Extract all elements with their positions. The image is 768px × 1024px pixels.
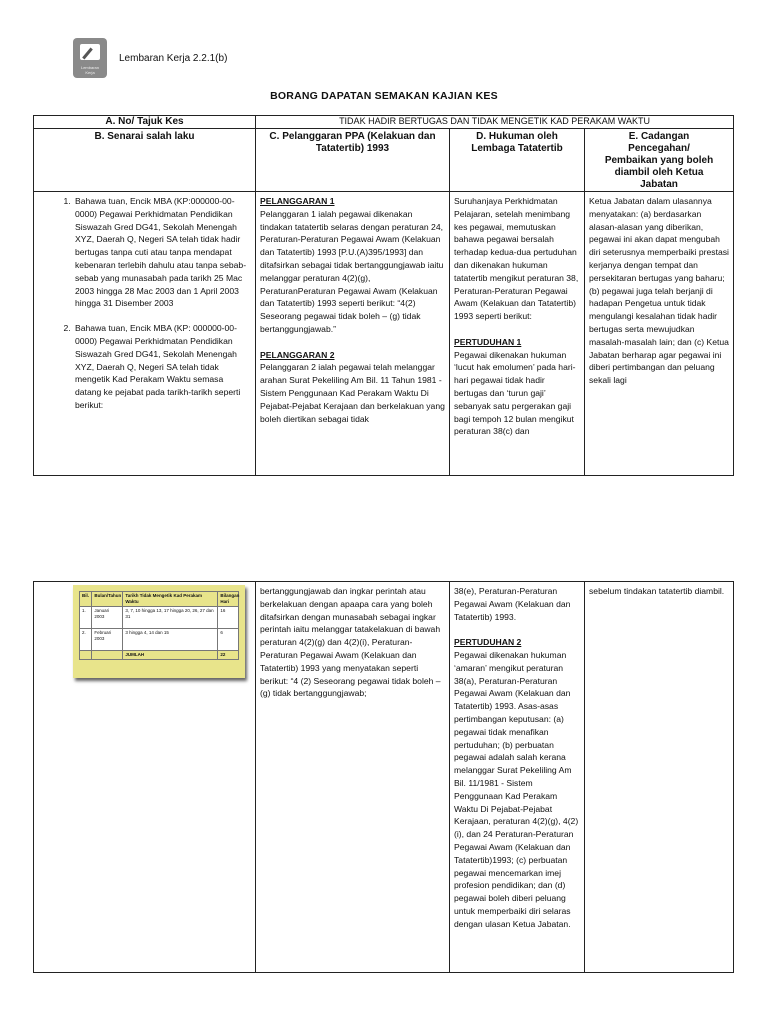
violations-cell-continued	[256, 582, 450, 973]
table-row	[80, 629, 239, 651]
mini-header-dates: Tarikh Tidak Mengetik Kad Perakam Waktu	[123, 592, 218, 607]
misconduct-item-1: 1. Bahawa tuan, Encik MBA (KP:000000-00-0000) Pegawai Perkhidmatan Pendidikan Siswazah Gred DG41, Sekolah Menengah XYZ, Daerah Q, Negeri SA telah tidak hadir bertugas tanpa cuti atau tanpa mendapat kebenaran terlebih dahulu atau tanpa sebab-sebab yang munasabah pada tarikh 25 Mac 2003 hingga 28 Mac 2003 dan 1 April 2003 hingga 31 Disember 2003	[73, 195, 251, 310]
mini-header-no: Bil.	[80, 592, 92, 607]
misconduct-item-2: 2. Bahawa tuan, Encik MBA (KP: 000000-00-0000) Pegawai Perkhidmatan Pendidikan Siswazah Gred DG41, Sekolah Menengah XYZ, Daerah Q, Negeri SA telah tidak mengetik Kad Perakam Waktu semasa datang ke pejabat pada tarikh-tarikh seperti berikut:	[73, 322, 251, 412]
violation-2-text: Pelanggaran 2 ialah pegawai telah melanggar arahan Surat Pekeliling Am Bil. 11 Tahun 1981 - Sistem Penggunaan Kad Perakam Waktu Di Pejabat-Pejabat Kerajaan dan berkelakuan yang boleh diertikan sebagai tidak	[260, 362, 445, 424]
column-a-header: A. No/ Tajuk Kes	[34, 116, 256, 129]
case-title: TIDAK HADIR BERTUGAS DAN TIDAK MENGETIK KAD PERAKAM WAKTU	[256, 116, 734, 129]
mini-total-label: JUMLAH	[123, 651, 218, 660]
mini-cell: Januari 2003	[92, 607, 123, 629]
mini-cell: 6	[218, 629, 239, 651]
attendance-mini-table	[73, 585, 245, 678]
column-b-header: B. Senarai salah laku	[34, 129, 256, 192]
mini-cell: 2.	[80, 629, 92, 651]
mini-cell: 3 hingga 4, 14 dan 15	[123, 629, 218, 651]
icon-caption: Lembaran Kerja	[80, 65, 99, 75]
mini-header-month: Bulan/Tahun	[92, 592, 123, 607]
recommendation-text-continued: sebelum tindakan tatatertib diambil.	[589, 586, 725, 596]
mini-table-header-row	[80, 592, 239, 607]
mini-total-value: 22	[218, 651, 239, 660]
worksheet-label: Lembaran Kerja 2.2.1(b)	[119, 53, 228, 64]
worksheet-icon	[73, 38, 107, 78]
punishment-cell-continued	[450, 582, 585, 973]
mini-header-days: Bilangan Hari	[218, 592, 239, 607]
punishment-intro: Suruhanjaya Perkhidmatan Pelajaran, setelah menimbang kes pegawai, memutuskan bahawa pegawai bersalah terhadap kedua-dua pertuduhan dan dikenakan hukuman tatatertib mengikut peraturan 38, Peraturan-Peraturan Pegawai Awam (Kelakuan dan Tatatertib) 1993 seperti berikut:	[454, 196, 579, 322]
charge-1-text-continued: 38(e), Peraturan-Peraturan Pegawai Awam (Kelakuan dan Tatatertib) 1993.	[454, 586, 571, 622]
charge-1-title: PERTUDUHAN 1	[454, 336, 522, 347]
column-d-header: D. Hukuman oleh Lembaga Tatatertib	[450, 129, 585, 192]
violation-1-text: Pelanggaran 1 ialah pegawai dikenakan tindakan tatatertib selaras dengan peraturan 24, Peraturan-Peraturan Pegawai Awam (Kelakuan dan Tatatertib) 1993 [P.U.(A)395/1993] dan ditafsirkan sebagai tidak bertanggungjawab iaitu melanggar peraturan 4(2)(g), PeraturanPeraturan Pegawai Awam (Kelakuan dan Tatatertib) 1993 seperti berikut: “4(2) Seseorang pegawai tidak boleh – (g) tidak bertanggungjawab.”	[260, 208, 444, 334]
mini-cell: Februari 2003	[92, 629, 123, 651]
column-c-header: C. Pelanggaran PPA (Kelakuan dan Tatatertib) 1993	[256, 129, 450, 192]
violation-1-title: PELANGGARAN 1	[260, 196, 335, 206]
charge-2-text: Pegawai dikenakan hukuman ‘amaran’ mengikut peraturan 38(a), Peraturan-Peraturan Pegawai Awam (Kelakuan dan Tatatertib) 1993. Asas-asas pertimbangan keputusan: (a) pegawai tidak menafikan pertuduhan; (b) perbuatan pegawai adalah salah kerana melanggar Surat Pekeliling Am Bil. 11/1981 - Sistem Penggunaan Kad Perakam Waktu Di Pejabat-Pejabat Kerajaan, peraturan 4(2)(g), 4(2)(i), dan 24 Peraturan-Peraturan Pegawai Awam (Kelakuan dan Tatatertib)1993; (c) perbuatan pegawai mencemarkan imej profesion pendidikan; dan (d) pegawai boleh diberi peluang untuk memperbaiki diri selaras dengan ulasan Ketua Jabatan.	[454, 649, 579, 929]
column-e-header: E. Cadangan Pencegahan/ Pembaikan yang boleh diambil oleh Ketua Jabatan	[585, 129, 734, 192]
mini-table-total-row	[80, 651, 239, 660]
charge-2-title: PERTUDUHAN 2	[454, 637, 522, 648]
mini-cell: 16	[218, 607, 239, 629]
recommendation-cell-continued	[585, 582, 734, 973]
charge-1-text: Pegawai dikenakan hukuman ‘lucut hak emolumen’ pada hari-hari pegawai tidak hadir bertugas dan ‘turun gaji’ sebanyak satu pergerakan gaji bagi tempoh 12 bulan mengikut peraturan 38(c) dan	[454, 349, 576, 437]
findings-table-part-1	[33, 115, 734, 476]
misconduct-list-cell	[34, 192, 256, 476]
punishment-cell	[450, 192, 585, 476]
misconduct-list	[38, 195, 251, 412]
table-row	[80, 607, 239, 629]
violation-2-title: PELANGGARAN 2	[260, 349, 335, 360]
recommendation-text: Ketua Jabatan dalam ulasannya menyatakan: (a) berdasarkan alasan-alasan yang diberikan, pegawai ini akan dapat mengubah diri seterusnya memperbaiki prestasi kerjanya dengan tempat dan persekitaran bertugas yang baharu; (b) pegawai juga telah berjanji di hadapan Pengetua untuk tidak mengulangi kesalahan tidak hadir bertugas serta mewujudkan masalah-masalah lain; dan (c) Ketua Jabatan berharap agar pegawai ini diberi pertimbangan dan peluang sekali lagi	[589, 196, 729, 386]
mini-cell: 3, 7, 10 hingga 13, 17 hingga 20, 26, 27 dan 31	[123, 607, 218, 629]
mini-cell: 1.	[80, 607, 92, 629]
violation-2-text-continued: bertanggungjawab dan ingkar perintah atau berkelakuan dengan apaapa cara yang boleh ditafsirkan dengan munasabah sebagai ingkar perintah iaitu melanggar tatakelakuan di bawah peraturan 4(2)(g) dan 4(2)(i), Peraturan-Peraturan Pegawai Awam (Kelakuan dan Tatatertib) 1993 yang menyatakan seperti berikut: “4 (2) Seseorang pegawai tidak boleh – (g) tidak bertanggungjawab;	[260, 586, 441, 699]
form-title: BORANG DAPATAN SEMAKAN KAJIAN KES	[270, 90, 498, 102]
violations-cell	[256, 192, 450, 476]
recommendation-cell	[585, 192, 734, 476]
